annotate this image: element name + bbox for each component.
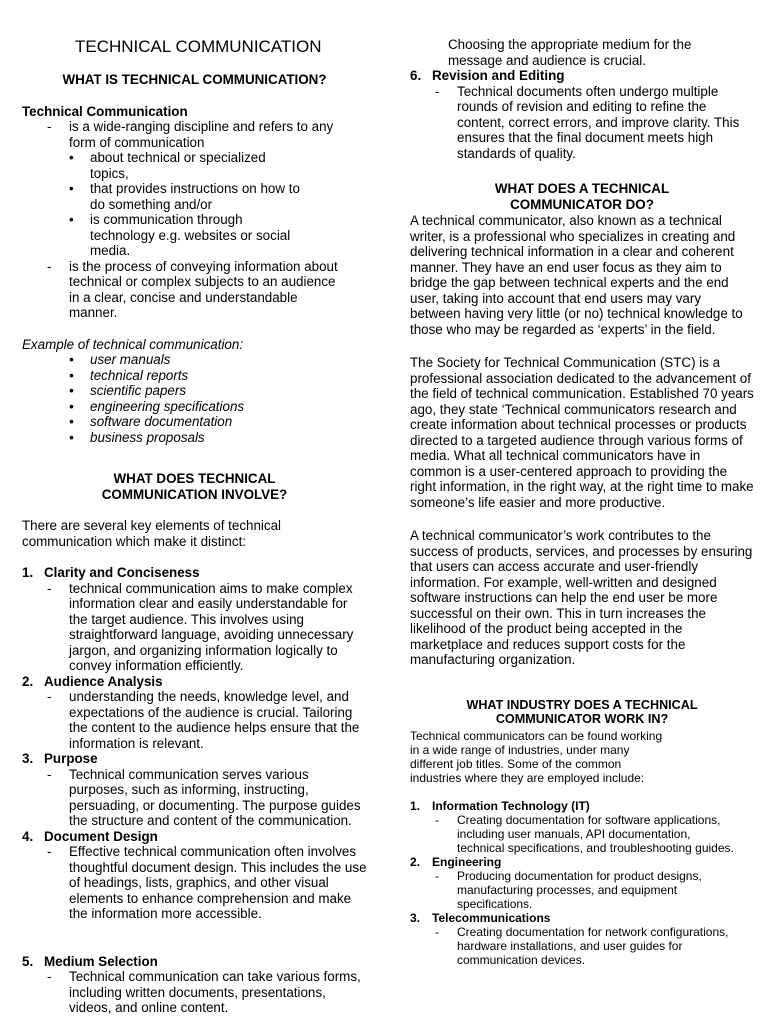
bullet-icon: • — [69, 367, 74, 383]
example-item-text: software documentation — [90, 414, 233, 429]
bullet-icon: • — [69, 429, 74, 445]
industry-list — [410, 799, 754, 967]
item-description-text: technical communication aims to make complex information clear and easily understandable for the target audience. This involves using straightforward language, avoiding unnecessary jargon, and organizing information logically to convey information efficiently. — [69, 580, 354, 673]
item-description-text: understanding the needs, knowledge level, and expectations of the audience is crucial. Tailoring the content to the audience helps ensure that the information is relevant. — [69, 689, 360, 751]
item-heading-text: Engineering — [432, 854, 502, 869]
item-description — [22, 767, 367, 829]
item-description — [22, 844, 367, 922]
example-item — [22, 430, 367, 446]
bullet-icon: • — [69, 383, 74, 398]
continued-text: Choosing the appropriate medium for the message and audience is crucial. — [448, 37, 692, 68]
item-heading — [410, 911, 754, 925]
definition-bullet — [22, 150, 367, 181]
dash-marker: - — [435, 924, 439, 939]
item-heading — [22, 565, 367, 581]
paragraph: The Society for Technical Communication (STC) is a professional association dedicated to the advancement of the field of technical communication. Established 70 years ago, they state ‘Technical communicators research and create information about technical processes or products directed to a targeted audience through various forms of media. What all technical communicators have in common is a user-centered approach to providing the right information, in the right way, at the right time to make someone’s life easier and more productive. — [410, 355, 754, 510]
example-item-text: engineering specifications — [90, 398, 245, 414]
elements-list — [22, 565, 367, 1016]
definition-item-text: is a wide-ranging discipline and refers to any form of communication — [69, 119, 334, 150]
example-item — [22, 352, 367, 368]
item-number: 4. — [22, 828, 34, 844]
item-description-text: Producing documentation for product designs, manufacturing processes, and equipment specifications. — [457, 868, 702, 911]
item-heading-text: Telecommunications — [432, 910, 551, 925]
dash-marker: - — [435, 83, 440, 99]
bullet-icon: • — [69, 181, 74, 196]
paragraph: A technical communicator, also known as a technical writer, is a professional who specializes in creating and delivering technical information in a clear and coherent manner. They have an end user focus as they aim to bridge the gap between technical experts and the end user, taking into account that end users may vary between having very little (or no) technical knowledge to those who may be regarded as ‘experts’ in the field. — [410, 213, 743, 337]
heading-what-is: WHAT IS TECHNICAL COMMUNICATION? — [62, 72, 327, 87]
item-heading-text: Document Design — [44, 828, 158, 844]
dash-marker: - — [47, 119, 52, 134]
item-heading-text: Revision and Editing — [432, 68, 565, 83]
example-item — [22, 383, 367, 399]
item-heading-text: Information Technology (IT) — [432, 798, 590, 813]
dash-marker: - — [47, 689, 52, 704]
item-description-text: Creating documentation for network configurations, hardware installations, and user guides for communication devices. — [457, 924, 729, 967]
example-list — [22, 352, 367, 445]
item-number: 2. — [410, 854, 421, 869]
item-description — [410, 869, 754, 911]
heading-line: WHAT DOES A TECHNICAL — [494, 181, 670, 196]
dash-marker: - — [47, 258, 52, 274]
item-number: 1. — [410, 798, 421, 813]
example-item-text: scientific papers — [90, 383, 187, 398]
item-description — [22, 689, 367, 751]
item-description — [410, 925, 754, 967]
item-heading-text: Purpose — [44, 751, 98, 766]
item-heading — [22, 829, 367, 845]
item-description-text: Technical communication can take various forms, including written documents, presentations, videos, and online content. — [69, 969, 361, 1015]
example-item — [22, 368, 367, 384]
item-heading — [22, 674, 367, 690]
definition-bullet-text: about technical or specialized topics, — [90, 150, 266, 181]
example-item-text: technical reports — [90, 367, 189, 383]
item-heading — [22, 954, 367, 970]
item-number: 2. — [22, 673, 34, 689]
item-description — [410, 84, 754, 162]
bullet-icon: • — [69, 212, 74, 227]
dash-marker: - — [435, 868, 439, 883]
heading-line: WHAT DOES TECHNICAL — [113, 471, 276, 486]
bullet-icon: • — [69, 150, 74, 165]
definition-item — [22, 259, 367, 321]
heading-line: COMMUNICATION INVOLVE? — [101, 486, 288, 502]
item-heading-text: Clarity and Conciseness — [44, 565, 200, 580]
definition-bullet-text: is communication through technology e.g. websites or social media. — [90, 212, 291, 258]
example-item-text: business proposals — [90, 429, 205, 445]
elements-list-continued — [410, 68, 754, 161]
bullet-icon: • — [69, 414, 74, 429]
right-column — [410, 0, 754, 967]
item-description-text: Technical documents often undergo multiple rounds of revision and editing to refine the content, correct errors, and improve clarity. This ensures that the final document meets high standards of quality. — [457, 83, 740, 161]
example-item — [22, 414, 367, 430]
bullet-icon: • — [69, 352, 74, 367]
item-number: 3. — [410, 910, 421, 925]
example-item-text: user manuals — [90, 352, 171, 367]
paragraphs — [410, 213, 754, 668]
item-heading-text: Medium Selection — [44, 953, 158, 969]
definition-list — [22, 119, 367, 321]
item-heading — [22, 751, 367, 767]
left-column — [22, 0, 367, 1016]
document-title: TECHNICAL COMMUNICATION — [75, 37, 322, 56]
dash-marker: - — [435, 812, 439, 827]
item-number: 5. — [22, 953, 34, 969]
dash-marker: - — [47, 580, 52, 596]
heading-line: COMMUNICATOR WORK IN? — [495, 711, 669, 726]
item-number: 3. — [22, 751, 34, 766]
item-description — [410, 813, 754, 855]
item-heading-text: Audience Analysis — [44, 673, 163, 689]
definition-item-text: is the process of conveying information about technical or complex subjects to an audience in a clear, concise and understandable manner. — [69, 258, 338, 320]
item-number: 6. — [410, 68, 422, 83]
term-label: Technical Communication — [22, 103, 188, 119]
item-heading — [410, 799, 754, 813]
paragraph: A technical communicator’s work contributes to the success of products, services, and processes by ensuring that users can access accurate and user-friendly information. For example, well-written and designed software instructions can help the end user be more successful on their own. This in turn increases the likelihood of the product being accepted in the marketplace and reduces support costs for the manufacturing organization. — [410, 528, 753, 667]
heading-line: COMMUNICATOR DO? — [510, 196, 654, 212]
item-number: 1. — [22, 565, 34, 580]
heading-involve — [22, 471, 367, 502]
dash-marker: - — [47, 766, 52, 782]
item-heading — [410, 68, 754, 84]
item-description-text: Technical communication serves various purposes, such as informing, instructing, persuading, or documenting. The purpose guides the structure and content of the communication. — [69, 766, 361, 828]
intro-paragraph: There are several key elements of technical communication which make it distinct: — [22, 518, 282, 549]
definition-item — [22, 119, 367, 150]
bullet-icon: • — [69, 398, 74, 414]
definition-bullet — [22, 181, 367, 212]
example-item — [22, 399, 367, 415]
item-heading — [410, 855, 754, 869]
industry-intro: Technical communicators can be found working in a wide range of industries, under many different job titles. Some of the common industries where they are employed include: — [410, 728, 663, 785]
dash-marker: - — [47, 969, 52, 984]
item-description-text: Effective technical communication often involves thoughtful document design. This includes the use of headings, lists, graphics, and other visual elements to enhance comprehension and make the information more accessible. — [69, 844, 367, 921]
item-description — [22, 581, 367, 674]
item-description — [22, 969, 367, 1016]
dash-marker: - — [47, 844, 52, 859]
heading-line: WHAT INDUSTRY DOES A TECHNICAL — [466, 697, 698, 712]
heading-industry — [410, 698, 754, 726]
definition-bullet — [22, 212, 367, 259]
example-label: Example of technical communication: — [22, 336, 244, 352]
definition-bullet-text: that provides instructions on how to do something and/or — [90, 181, 300, 212]
heading-what-do — [410, 181, 754, 212]
item-description-text: Creating documentation for software applications, including user manuals, API documentation, technical specifications, and troubleshooting guides. — [457, 812, 734, 855]
